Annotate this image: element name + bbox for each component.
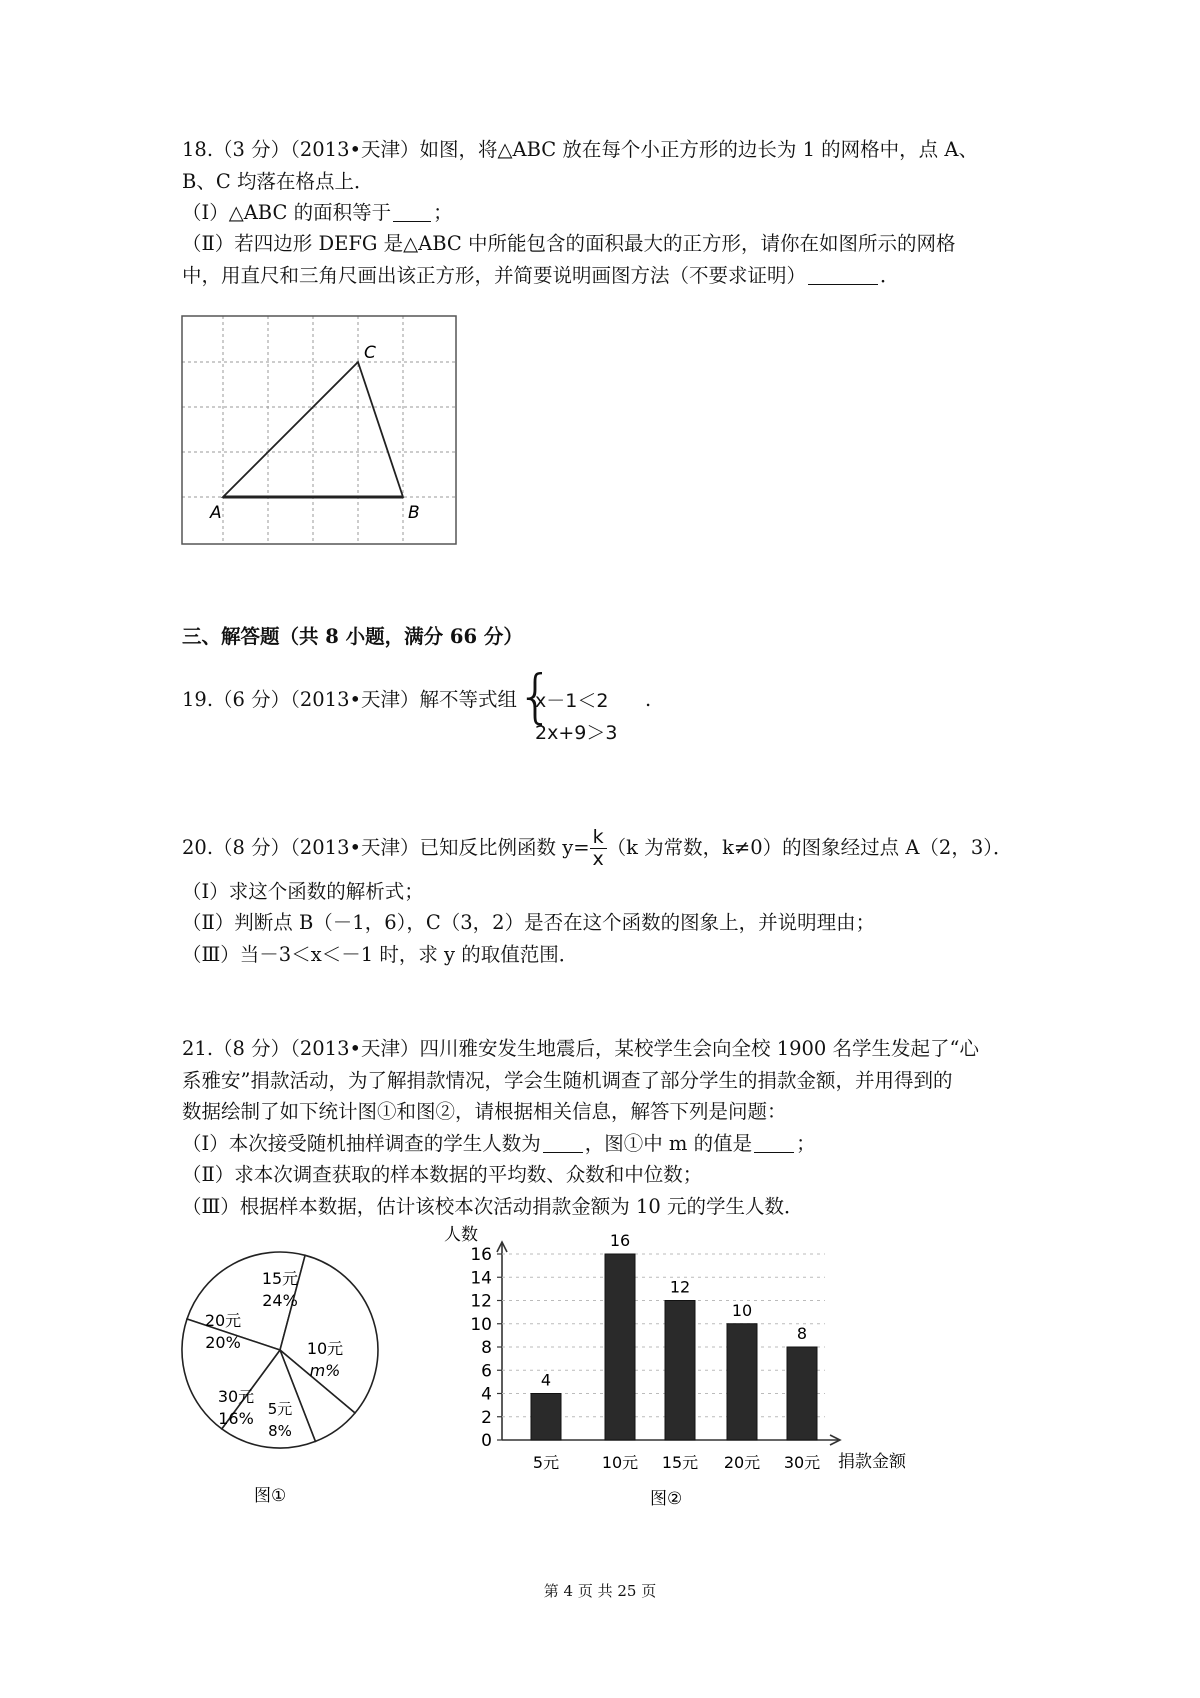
q21-part1-text: （Ⅰ）本次接受随机抽样调查的学生人数为 — [182, 1132, 541, 1155]
frac-numerator: k — [590, 827, 607, 849]
answer-blank — [754, 1132, 794, 1153]
label-a: A — [210, 503, 222, 523]
pie-caption: 图① — [254, 1486, 287, 1506]
q18-part2-text: 中，用直尺和三角尺画出该正方形，并简要说明画图方法（不要求证明） — [182, 264, 807, 287]
bar — [787, 1347, 817, 1440]
q18-part1-text: （Ⅰ）△ABC 的面积等于 — [182, 201, 392, 224]
q21-part1-text2: ，图①中 m 的值是 — [584, 1132, 753, 1155]
pie-slice-value: 8% — [268, 1422, 292, 1440]
q18-line2: B、C 均落在格点上． — [182, 170, 374, 193]
bar — [665, 1301, 695, 1441]
grid-figure — [180, 314, 460, 546]
q18-part2-end: ． — [880, 264, 900, 287]
inequality-1: x－1＜2 — [535, 689, 609, 712]
q20-suffix: （k 为常数，k≠0）的图象经过点 A（2，3）． — [606, 836, 1013, 859]
label-c: C — [364, 343, 376, 363]
q19-suffix: . — [645, 688, 652, 711]
y-tick-label: 0 — [481, 1431, 492, 1451]
pie-slice-value: 16% — [218, 1409, 254, 1428]
q21-line3: 数据绘制了如下统计图①和图②，请根据相关信息，解答下列是问题： — [182, 1100, 787, 1123]
q18-part1 — [182, 198, 453, 228]
q20-part2: （Ⅱ）判断点 B（－1，6），C（3，2）是否在这个函数的图象上，并说明理由； — [182, 911, 876, 934]
bar — [727, 1324, 757, 1440]
q19-text: 19.（6 分）（2013•天津）解不等式组 — [182, 688, 517, 711]
page-footer: 第 4 页 共 25 页 — [543, 1582, 657, 1600]
q20-text: 20.（8 分）（2013•天津）已知反比例函数 y= — [182, 836, 590, 859]
pie-slice-value: 20% — [205, 1333, 241, 1352]
inequality-2: 2x+9＞3 — [535, 721, 618, 744]
x-tick-label: 20元 — [723, 1453, 761, 1472]
pie-chart — [180, 1238, 380, 1508]
y-tick-label: 16 — [470, 1245, 492, 1265]
bar-value-label: 10 — [731, 1300, 753, 1320]
x-tick-label: 15元 — [661, 1453, 699, 1472]
y-tick-label: 14 — [470, 1268, 492, 1289]
q21-line2: 系雅安”捐款活动，为了解捐款情况，学会生随机调查了部分学生的捐款金额，并用得到的 — [182, 1069, 953, 1092]
bar-ylabel: 人数 — [444, 1225, 478, 1245]
q21-line1: 21.（8 分）（2013•天津）四川雅安发生地震后，某校学生会向全校 1900 名学生发起了“心 — [182, 1037, 979, 1060]
x-tick-label: 5元 — [532, 1453, 560, 1472]
q20-line1 — [182, 824, 1013, 872]
y-tick-label: 2 — [481, 1407, 492, 1428]
q21-part1-end: ； — [796, 1132, 816, 1155]
y-tick-label: 10 — [470, 1314, 492, 1335]
q20-part1: （Ⅰ）求这个函数的解析式； — [182, 880, 424, 903]
q21-part3: （Ⅲ）根据样本数据，估计该校本次活动捐款金额为 10 元的学生人数． — [182, 1195, 804, 1218]
answer-blank — [808, 264, 878, 285]
answer-blank — [543, 1132, 583, 1153]
pie-slice-label: 20元 — [204, 1311, 242, 1330]
bar-value-label: 8 — [796, 1324, 808, 1343]
inequality-system: { x－1＜2 2x+9＞3 — [517, 671, 645, 731]
q21-part1 — [182, 1129, 816, 1159]
q19 — [182, 661, 652, 744]
bar-caption: 图② — [650, 1489, 683, 1509]
q21-part2: （Ⅱ）求本次调查获取的样本数据的平均数、众数和中位数； — [182, 1163, 703, 1186]
answer-blank — [393, 201, 431, 222]
y-tick-label: 6 — [481, 1361, 492, 1382]
x-tick-label: 10元 — [601, 1453, 639, 1472]
y-tick-label: 12 — [470, 1291, 492, 1312]
bar-value-label: 4 — [540, 1370, 552, 1390]
bar-value-label: 12 — [669, 1277, 691, 1297]
y-tick-label: 4 — [481, 1384, 492, 1405]
bar — [531, 1394, 561, 1441]
label-b: B — [408, 503, 420, 523]
frac-denominator: x — [592, 848, 604, 870]
q18-line1: 18.（3 分）（2013•天津）如图，将△ABC 放在每个小正方形的边长为 1 的网格中，点 A、 — [182, 138, 978, 161]
bar-xlabel: 捐款金额 — [838, 1452, 906, 1472]
q18-part2-line2 — [182, 261, 900, 291]
section-title: 三、解答题（共 8 小题，满分 66 分） — [182, 625, 523, 648]
pie-slice-label: 10元 — [306, 1339, 344, 1358]
q20-part3: （Ⅲ）当－3＜x＜－1 时，求 y 的取值范围． — [182, 943, 579, 966]
pie-slice-value: m% — [309, 1361, 341, 1380]
q18-part2-line1: （Ⅱ）若四边形 DEFG 是△ABC 中所能包含的面积最大的正方形，请你在如图所示的网格 — [182, 232, 956, 255]
q18-part1-end: ； — [433, 201, 453, 224]
pie-slice-value: 24% — [262, 1291, 298, 1310]
pie-slice-label: 15元 — [261, 1269, 299, 1288]
y-tick-label: 8 — [481, 1338, 492, 1358]
fraction-k-over-x — [590, 827, 607, 870]
bar — [605, 1254, 635, 1440]
x-tick-label: 30元 — [783, 1453, 821, 1472]
pie-slice-label: 30元 — [217, 1387, 255, 1406]
pie-slice-label: 5元 — [267, 1400, 293, 1418]
bar-chart — [440, 1222, 940, 1512]
bar-value-label: 16 — [609, 1231, 631, 1250]
